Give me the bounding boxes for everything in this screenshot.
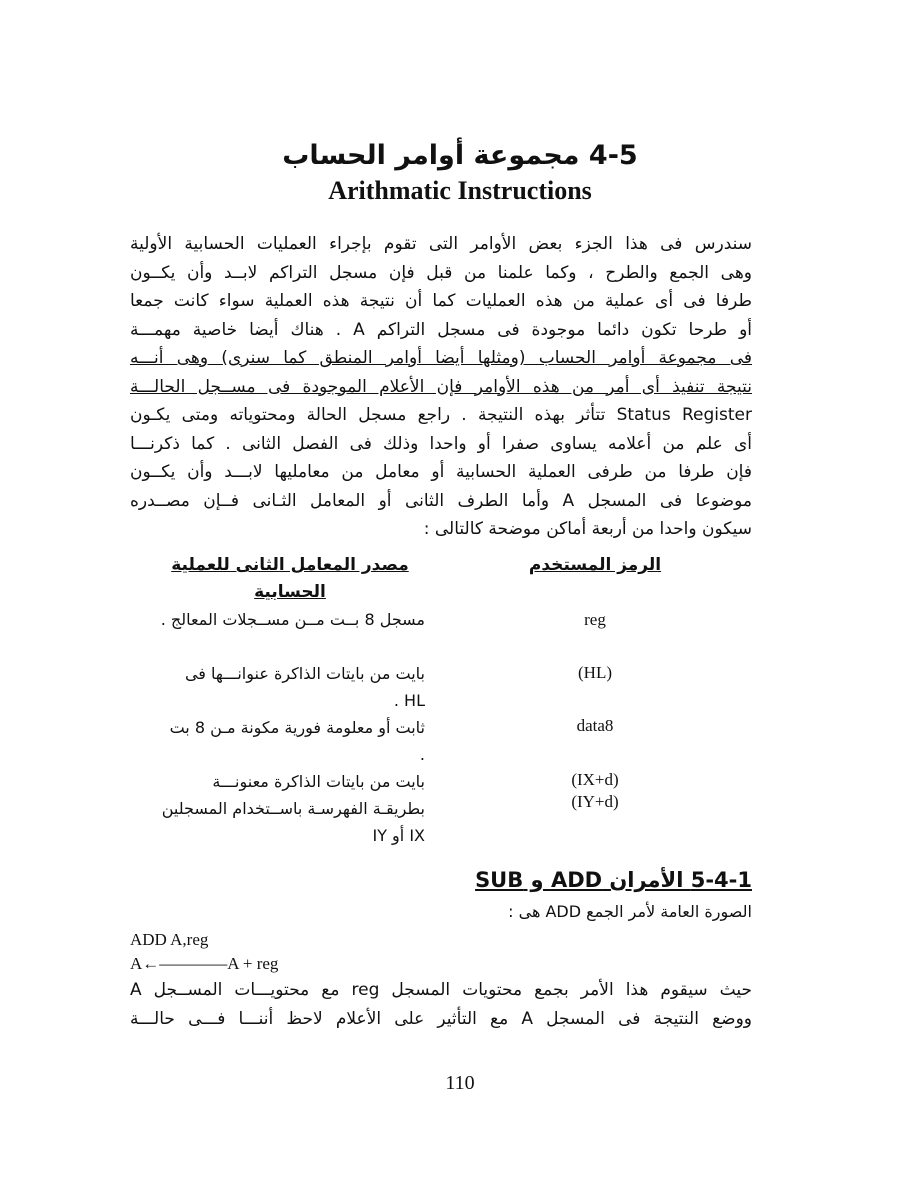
intro-line: وهى الجمع والطرح ، وكما علمنا من قبل فإن مسجل التراكم لابــد وأن يكــون — [130, 262, 752, 283]
intro-line-underlined: فى مجموعة أوامر الحساب (ومثلها أيضا أوامر المنطق كما سنرى) وهى أنـــه — [130, 348, 752, 368]
intro-line: طرفا فى أى عملية من هذه العمليات كما أن نتيجة هذه العملية سواء كانت جمعا — [130, 291, 752, 311]
header-symbol: الرمز المستخدم — [528, 555, 662, 575]
intro-line: سيكون واحدا من أربعة أماكن موضحة كالتالى : — [423, 519, 752, 539]
header-source: مصدر المعامل الثانى للعملية الحسابية — [171, 555, 409, 602]
page-number: 110 — [445, 1072, 475, 1094]
desc-reg: مسجل 8 بــت مــن مســجلات المعالج . — [160, 610, 425, 629]
explain-paragraph — [130, 976, 752, 1033]
intro-line: موضوعا فى المسجل A وأما الطرف الثانى أو المعامل الثـانى فــإن مصــدره — [130, 490, 752, 511]
desc-indexed: بايت من بايتات الذاكرة معنونـــة بطريقـة الفهرسـة باســتخدام المسجلين IX أو IY — [161, 772, 425, 845]
explain-line: حيث سيقوم هذا الأمر بجمع محتويات المسجل reg مع محتويـــات المســجل A — [130, 980, 752, 1000]
desc-data8: ثابت أو معلومة فورية مكونة مـن 8 بت . — [169, 718, 425, 764]
intro-line: Status Register تتأثر بهذه النتيجة . راجع مسجل الحالة ومحتوياته ومتى يكـون — [130, 405, 752, 425]
intro-paragraph — [130, 230, 752, 544]
symbol-ix: (IX+d) — [571, 770, 619, 789]
section-subtitle: الصورة العامة لأمر الجمع ADD هى : — [508, 902, 752, 921]
code-line-operation: A←――――A + reg — [130, 954, 279, 973]
symbol-iy: (IY+d) — [571, 792, 619, 811]
intro-line-underlined: نتيجة تنفيذ أى أمر من هذه الأوامر فإن الأعلام الموجودة فى مســجل الحالـــة — [130, 376, 752, 397]
symbol-data8: data8 — [576, 716, 614, 735]
code-line-instruction: ADD A,reg — [130, 930, 209, 949]
explain-line: ووضع النتيجة فى المسجل A مع التأثير على الأعلام لاحظ أننـــا فـــى حالـــة — [130, 1008, 752, 1029]
section-heading: 5-4-1 الأمران ADD و SUB — [475, 868, 752, 892]
intro-line: أى علم من أعلامه يساوى صفرا أو واحدا وذلك فى الفصل الثانى . كما ذكرنـــا — [130, 433, 752, 454]
symbol-hl: (HL) — [578, 663, 612, 682]
desc-hl: بايت من بايتات الذاكرة عنوانـــها فى HL . — [184, 664, 425, 710]
intro-line: سندرس فى هذا الجزء بعض الأوامر التى تقوم بإجراء العمليات الحسابية الأولية — [130, 234, 752, 254]
symbol-reg: reg — [584, 610, 606, 629]
chapter-title-arabic: 4-5 مجموعة أوامر الحساب — [282, 140, 638, 171]
intro-line: فإن طرفا من طرفى العملية الحسابية أو معامل من معامليها لابـــد وأن يكــون — [130, 462, 752, 482]
chapter-title-english: Arithmatic Instructions — [328, 176, 592, 205]
intro-line: أو طرحا تكون دائما موجودة فى مسجل التراكم A . هناك أيضا خاصية مهمـــة — [130, 319, 752, 340]
